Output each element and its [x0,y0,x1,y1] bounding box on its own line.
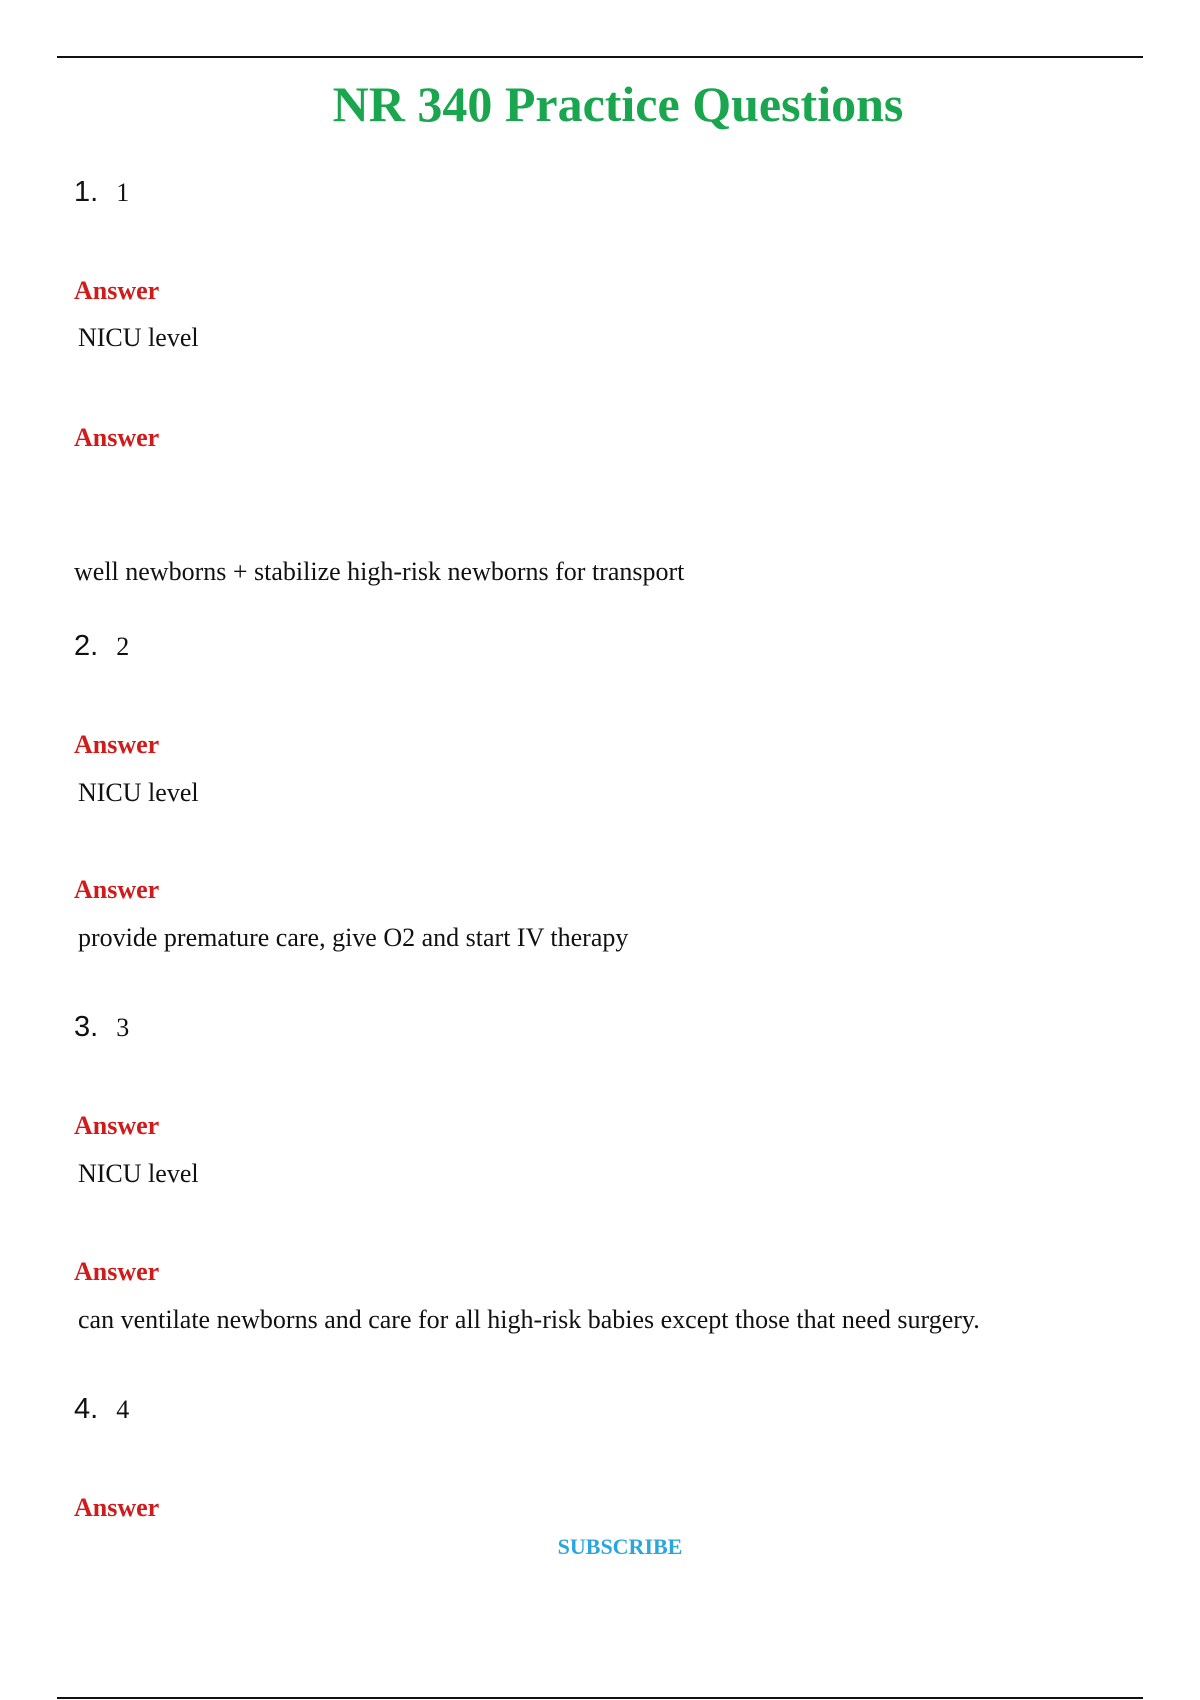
question-number: 4. [74,1393,99,1425]
bottom-rule [57,1697,1143,1699]
question-number: 2. [74,630,99,662]
question-4 [74,1391,129,1428]
answer-text: NICU level [78,323,199,352]
answer-label: Answer [74,1111,160,1140]
answer-label: Answer [74,423,160,452]
question-text: 4 [116,1395,130,1424]
subscribe-link[interactable]: SUBSCRIBE [557,1534,683,1559]
question-text: 3 [116,1013,130,1042]
answer-label: Answer [74,730,160,759]
top-rule [57,56,1143,58]
question-text: 1 [116,178,130,207]
answer-label: Answer [74,1493,160,1522]
question-3 [74,1009,129,1046]
answer-label: Answer [74,875,160,904]
answer-text: provide premature care, give O2 and start IV therapy [78,923,629,952]
answer-text: can ventilate newborns and care for all high-risk babies except those that need surgery. [78,1305,980,1334]
answer-text: NICU level [78,778,199,807]
question-number: 1. [74,176,99,208]
question-text: 2 [116,632,130,661]
answer-text: NICU level [78,1159,199,1188]
page-title: NR 340 Practice Questions [332,76,904,132]
answer-label: Answer [74,1257,160,1286]
question-number: 3. [74,1011,99,1043]
answer-label: Answer [74,276,160,305]
answer-text: well newborns + stabilize high-risk newborns for transport [74,557,685,586]
question-2 [74,628,129,665]
question-1 [74,174,129,211]
